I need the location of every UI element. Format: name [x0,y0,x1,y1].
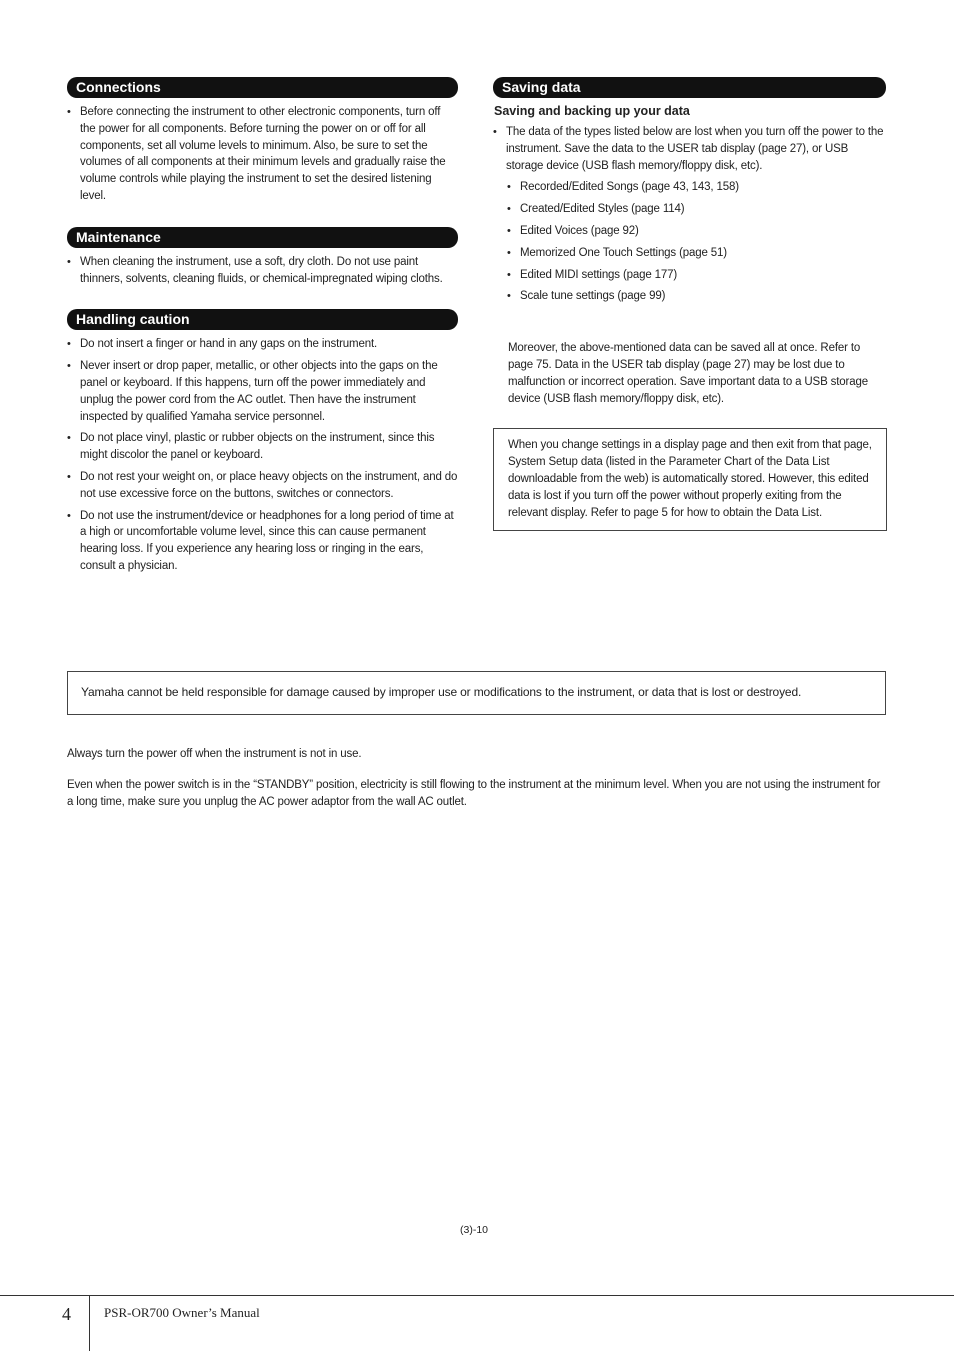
list-item: • Do not use the instrument/device or headphones for a long period of time at a high or uncomfortable volume level, since this can cause permanent hearing loss. If you experience any hearing loss or ringing in the ears, consult a physician. [67,508,458,575]
list-item: • Memorized One Touch Settings (page 51) [507,245,886,262]
list-item: • Scale tune settings (page 99) [507,288,886,305]
list-item: • Edited Voices (page 92) [507,223,886,240]
disclaimer-text: Yamaha cannot be held responsible for damage caused by improper use or modifications to the instrument, or data that is lost or destroyed. [81,685,802,699]
disclaimer-box [67,671,886,715]
connections-heading: Connections [67,77,458,98]
saving-note-box: When you change settings in a display page and then exit from that page, System Setup data (listed in the Parameter Chart of the Data List downloadable from the web) is automatically stored. However, this edited data is lost if you turn off the power without properly exiting from the relevant display. Refer to page 5 for how to obtain the Data List. [493,428,887,531]
left-column [67,77,458,589]
footer-vertical-divider [89,1295,90,1351]
list-item: • Recorded/Edited Songs (page 43, 143, 158) [507,179,886,196]
list-item: • Do not rest your weight on, or place heavy objects on the instrument, and do not use excessive force on the buttons, switches or connectors. [67,469,458,503]
maintenance-section [67,227,458,288]
saving-data-types-list [507,179,886,305]
list-item: • Created/Edited Styles (page 114) [507,201,886,218]
handling-heading: Handling caution [67,309,458,330]
list-item: • Do not place vinyl, plastic or rubber objects on the instrument, since this might discolor the panel or keyboard. [67,430,458,464]
footer-divider [0,1295,954,1296]
connections-section [67,77,458,205]
saving-moreover-text: Moreover, the above-mentioned data can be saved all at once. Refer to page 75. Data in the USER tab display (page 27) may be lost due to malfunction or incorrect operation. Save important data to a USB storage device (USB flash memory/floppy disk, etc). [508,342,868,405]
maintenance-list [67,254,458,288]
manual-title: PSR-OR700 Owner’s Manual [104,1305,260,1320]
list-item: • Edited MIDI settings (page 177) [507,267,886,284]
connections-list [67,104,458,205]
list-item: • When cleaning the instrument, use a soft, dry cloth. Do not use paint thinners, solvents, cleaning fluids, or chemical-impregnated wiping cloths. [67,254,458,288]
maintenance-heading: Maintenance [67,227,458,248]
handling-section [67,309,458,574]
right-column [493,77,886,531]
power-note-2: Even when the power switch is in the “STANDBY” position, electricity is still flowing to the instrument at the minimum level. When you are not using the instrument for a long time, make sure you unplug the AC power adaptor from the wall AC outlet. [67,779,881,808]
saving-list [493,124,886,174]
saving-subheading: Saving and backing up your data [494,104,690,118]
saving-heading: Saving data [493,77,886,98]
page-code: (3)-10 [460,1224,489,1236]
page-number: 4 [62,1304,71,1324]
list-item: • Never insert or drop paper, metallic, or other objects into the gaps on the panel or keyboard. If this happens, turn off the power immediately and unplug the power cord from the AC outlet. Then have the instrument inspected by qualified Yamaha service personnel. [67,358,458,425]
power-note-1: Always turn the power off when the instrument is not in use. [67,748,362,760]
list-item: • Before connecting the instrument to other electronic components, turn off the power for all components. Before turning the power on or off for all components, set all volume levels to minimum. Also, be sure to set the volumes of all components at their minimum levels and gradually raise the volume controls while playing the instrument to set the desired listening level. [67,104,458,205]
handling-list [67,336,458,574]
list-item: • Do not insert a finger or hand in any gaps on the instrument. [67,336,458,353]
list-item: • The data of the types listed below are lost when you turn off the power to the instrument. Save the data to the USER tab display (page 27), or USB storage device (USB flash memory/floppy disk, etc). [493,124,886,174]
